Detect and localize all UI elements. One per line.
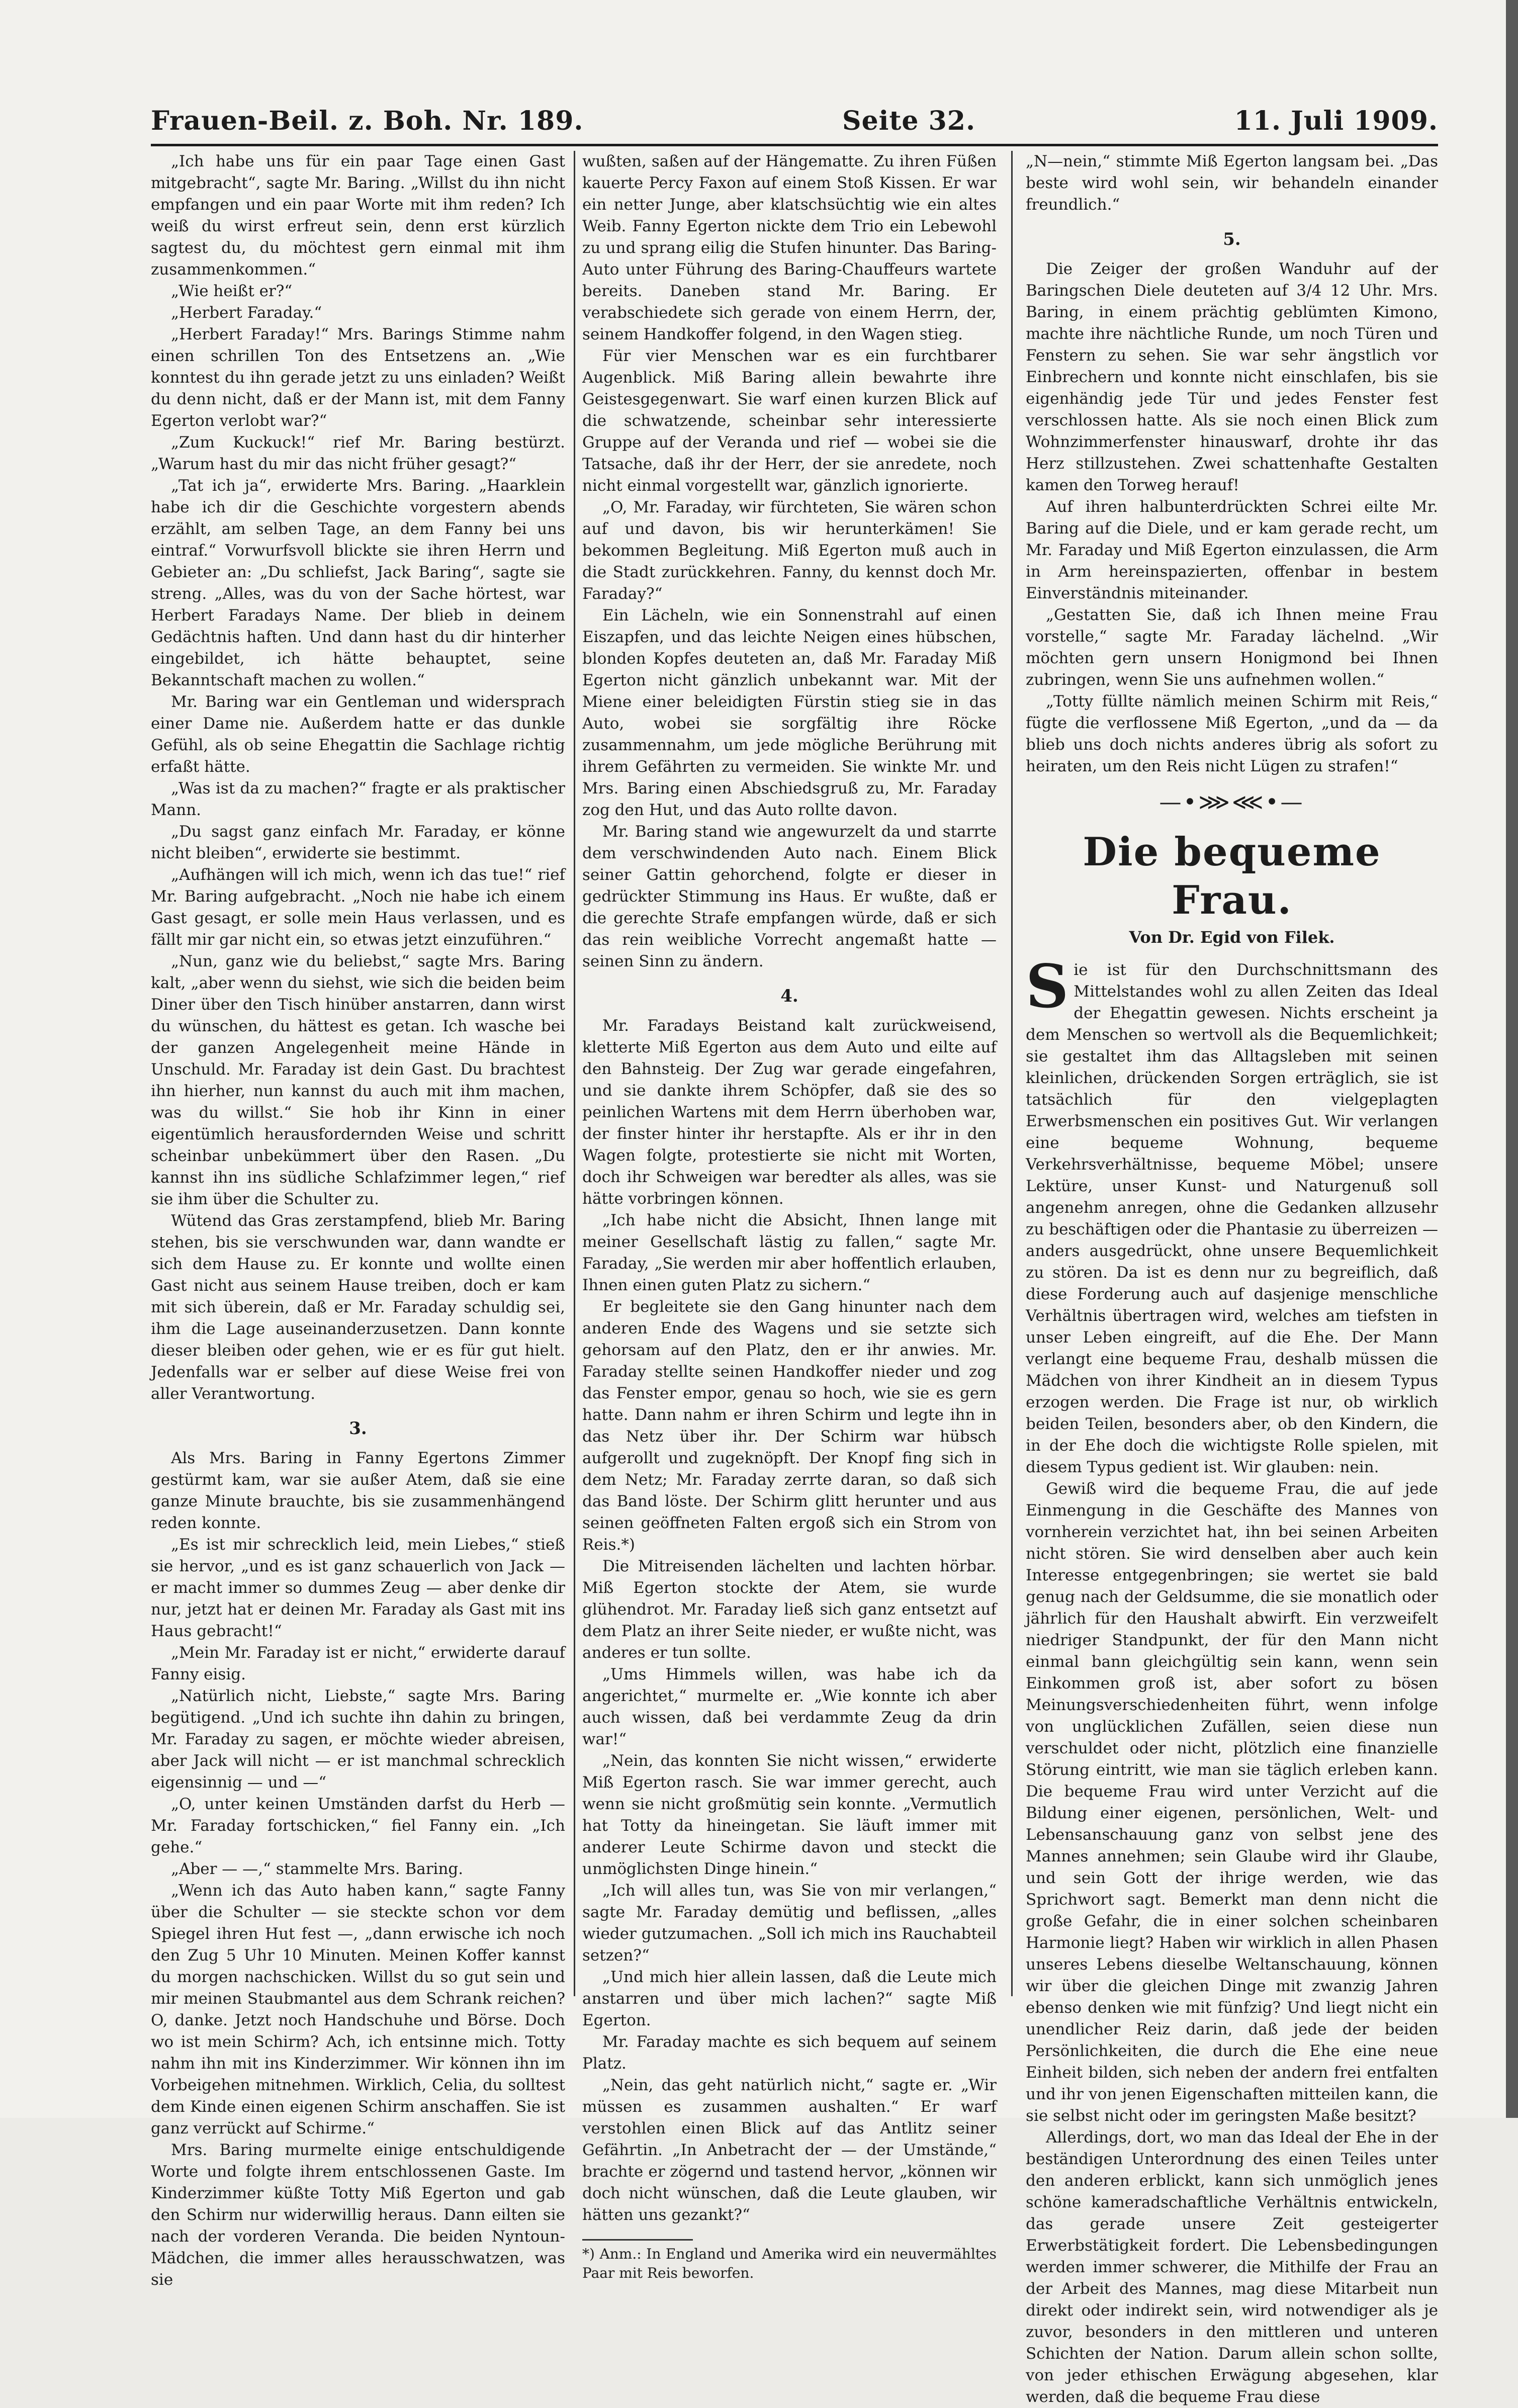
footnote-rule	[582, 2239, 693, 2241]
paragraph: „Aber — —,“ stammelte Mrs. Baring.	[171, 1860, 464, 1878]
ornament-divider: —•⋙⋘•—	[1159, 789, 1305, 815]
paragraph: „Totty füllte nämlich meinen Schirm mit Reis,“ fügte die verflossene Miß Egerton, „und da — da blieb uns doch nichts anderes übrig als sofort zu heiraten, um den Reis nicht Lügen zu strafen!“	[1026, 692, 1438, 775]
paragraph: „Herbert Faraday.“	[171, 304, 322, 322]
paragraph: „Es ist mir schrecklich leid, mein Liebes,“ stieß sie hervor, „und es ist ganz schauerlich von Jack — er macht immer so dummes Zeug — aber denke dir nur, jetzt hat er deinen Mr. Faraday als Gast mit ins Haus gebracht!“	[151, 1536, 565, 1640]
paragraph: Wütend das Gras zerstampfend, blieb Mr. Baring stehen, bis sie verschwunden war, dann wandte er sich dem Hause zu. Er konnte und wollte einen Gast nicht aus seinem Hause treiben, doch er kam mit sich überein, daß er Mr. Faraday schuldig sei, ihm die Lage auseinanderzusetzen. Dann konnte dieser bleiben oder gehen, wie er es für gut hielt. Jedenfalls war er selber auf diese Weise frei von aller Verantwortung.	[151, 1212, 565, 1403]
article-text: ie ist für den Durchschnittsmann des Mittelstandes wohl zu allen Zeiten das Ideal der Ehegattin gewesen. Nichts erscheint ja dem Menschen so wertvoll als die Bequemlichkeit; sie gestaltet ihm das Alltagsleben mit seinen kleinlichen, drückenden Sorgen erträglich, sie ist tatsächlich für den vielgeplagten Erwerbsmenschen ein positives Gut. Wir verlangen eine bequeme Wohnung, bequeme Verkehrsverhältnisse, bequeme Möbel; unsere Lektüre, unser Kunst- und Naturgenuß soll angenehm anregen, ohne die Gedanken allzusehr zu beschäftigen oder die Phantasie zu überreizen — anders ausgedrückt, ohne unsere Bequemlichkeit zu stören. Da ist es denn nur zu begreiflich, daß diese Forderung auch auf dasjenige menschliche Verhältnis übertragen wird, welches am tiefsten in unser Leben eingreift, auf die Ehe. Der Mann verlangt eine bequeme Frau, deshalb müssen die Mädchen von ihrer Kindheit an in diesem Typus erzogen werden. Die Frage ist nur, ob wirklich beiden Teilen, besonders aber, ob den Kindern, die in der Ehe doch die wichtigste Rolle spielen, mit diesem Typus gedient ist. Wir glauben: nein.	[1026, 961, 1438, 1476]
paragraph: wußten, saßen auf der Hängematte. Zu ihren Füßen kauerte Percy Faxon auf einem Stoß Kissen. Er war ein netter Junge, aber klatschsüchtig wie ein altes Weib. Fanny Egerton nickte dem Trio ein Lebewohl zu und sprang eilig die Stufen hinunter. Das Baring-Auto unter Führung des Baring-Chauffeurs wartete bereits. Daneben stand Mr. Baring. Er verabschiedete sich gerade von einem Herrn, der, seinem Handkoffer folgend, in den Wagen stieg.	[582, 152, 997, 343]
paragraph: „Nun, ganz wie du beliebst,“ sagte Mrs. Baring kalt, „aber wenn du siehst, wie sich die beiden beim Diner über den Tisch hinüber anstarren, dann wirst du wünschen, du hättest es getan. Ich wasche bei der ganzen Angelegenheit meine Hände in Unschuld. Mr. Faraday ist dein Gast. Du brachtest ihn hierher, nun kannst du auch mit ihm machen, was du willst.“ Sie hob ihr Kinn in einer eigentümlich herausfordernden Weise und schritt scheinbar unbekümmert über den Rasen. „Du kannst ihn ins südliche Schlafzimmer legen,“ rief sie ihm über die Schulter zu.	[151, 952, 565, 1208]
footnote	[582, 2245, 997, 2283]
paragraph: Mr. Faraday machte es sich bequem auf seinem Platz.	[582, 2033, 997, 2073]
paragraph: „Was ist da zu machen?“ fragte er als praktischer Mann.	[151, 779, 565, 819]
scan-edge	[1506, 0, 1518, 2118]
paragraph: Ein Lächeln, wie ein Sonnenstrahl auf einen Eiszapfen, und das leichte Neigen eines hübschen, blonden Kopfes deuteten an, daß Mr. Faraday Miß Egerton nicht gänzlich unbekannt war. Mit der Miene einer beleidigten Fürstin stieg sie in das Auto, wobei sie sorgfältig ihre Röcke zusammennahm, um jede mögliche Berührung mit ihrem Gefährten zu vermeiden. Sie winkte Mr. und Mrs. Baring einen Abschiedsgruß zu, Mr. Faraday zog den Hut, und das Auto rollte davon.	[582, 606, 997, 819]
header-rule	[151, 144, 1438, 146]
paragraph: Mr. Faradays Beistand kalt zurückweisend, kletterte Miß Egerton aus dem Auto und eilte auf den Bahnsteig. Der Zug war gerade eingefahren, und sie dankte ihrem Schöpfer, daß sie des so peinlichen Wartens mit dem Herrn überhoben war, der finster hinter ihr herstapfte. Als er ihr in den Wagen folgte, protestierte sie nicht mit Worten, doch ihr Schweigen war beredter als alles, was sie hätte vorbringen können.	[582, 1017, 997, 1208]
header-page-number: Seite 32.	[842, 105, 976, 136]
paragraph: Für vier Menschen war es ein furchtbarer Augenblick. Miß Baring allein bewahrte ihre Geistesgegenwart. Sie warf einen kurzen Blick auf die schwatzende, scheinbar sehr interessierte Gruppe auf der Veranda und rief — wobei sie die Tatsache, daß ihr der Herr, der sie anredete, noch nicht einmal vorgestellt war, gänzlich ignorierte.	[582, 347, 997, 495]
article-paragraph: Allerdings, dort, wo man das Ideal der Ehe in der beständigen Unterordnung des einen Teiles unter den anderen erblickt, kann sich unmöglich jenes schöne kameradschaftliche Verhältnis entwickeln, das gerade unsere Zeit gesteigerter Erwerbstätigkeit fordert. Die Lebensbedingungen werden immer schwerer, die Mithilfe der Frau an der Arbeit des Mannes, mag diese Mitarbeit nun direkt oder indirekt sein, wird notwendiger als je zuvor, besonders in den mittleren und unteren Schichten der Nation. Darum allein schon sollte, von jeder ethischen Erwägung abgesehen, klar werden, daß die bequeme Frau diese	[1026, 2128, 1438, 2406]
paragraph: „O, Mr. Faraday, wir fürchteten, Sie wären schon auf und davon, bis wir herunterkämen! Sie bekommen Begleitung. Miß Egerton muß auch in die Stadt zurückkehren. Fanny, du kennst doch Mr. Faraday?“	[582, 498, 997, 603]
page-header	[151, 101, 1438, 141]
paragraph: „Nein, das geht natürlich nicht,“ sagte er. „Wir müssen es zusammen aushalten.“ Er warf verstohlen einen Blick auf das Antlitz seiner Gefährtin. „In Anbetracht der — der Umstände,“ brachte er zögernd und tastend hervor, „können wir doch nicht wünschen, daß die Leute glauben, wir hätten uns gezankt?“	[582, 2076, 997, 2224]
paragraph: Mr. Baring war ein Gentleman und widersprach einer Dame nie. Außerdem hatte er das dunkle Gefühl, als ob seine Ehegattin die Sachlage richtig erfaßt hätte.	[151, 693, 565, 776]
paragraph: „Und mich hier allein lassen, daß die Leute mich anstarren und über mich lachen?“ sagte Miß Egerton.	[582, 1968, 997, 2029]
column-2	[582, 151, 997, 2281]
column-3	[1026, 151, 1438, 2406]
paragraph: „Tat ich ja“, erwiderte Mrs. Baring. „Haarklein habe ich dir die Geschichte vorgestern abends erzählt, am selben Tage, an dem Fanny bei uns eintraf.“ Vorwurfsvoll blickte sie ihren Herrn und Gebieter an: „Du schliefst, Jack Baring“, sagte sie streng. „Alles, was du von der Sache hörtest, war Herbert Faradays Name. Der blieb in deinem Gedächtnis haften. Und dann hast du dir hinterher eingebildet, ich hätte behauptet, seine Bekanntschaft machen zu wollen.“	[151, 477, 565, 689]
paragraph: Er begleitete sie den Gang hinunter nach dem anderen Ende des Wagens und sie setzte sich gehorsam auf den Platz, den er ihr anwies. Mr. Faraday stellte seinen Handkoffer nieder und zog das Fenster empor, genau so hoch, wie sie es gern hatte. Dann nahm er ihren Schirm und legte ihn in das Netz über ihr. Der Schirm war hübsch aufgerollt und zugeknöpft. Der Knopf fing sich in dem Netz; Mr. Faraday zerrte daran, so daß sich das Band löste. Der Schirm glitt herunter und aus seinen geöffneten Falten ergoß sich ein Strom von Reis.*)	[582, 1298, 997, 1554]
paragraph: „Wie heißt er?“	[171, 282, 293, 300]
paragraph: „Ich will alles tun, was Sie von mir verlangen,“ sagte Mr. Faraday demütig und beflissen, „alles wieder gutzumachen. „Soll ich mich ins Rauchabteil setzen?“	[582, 1882, 997, 1965]
article-paragraph	[1026, 951, 1438, 1478]
column-divider	[574, 151, 575, 1996]
header-publication: Frauen-Beil. z. Boh. Nr. 189.	[151, 105, 584, 136]
footnote-text: *) Anm.: In England und Amerika wird ein neuvermähltes Paar mit Reis beworfen.	[582, 2246, 997, 2281]
paragraph: Die Mitreisenden lächelten und lachten hörbar. Miß Egerton stockte der Atem, sie wurde glühendrot. Mr. Faraday ließ sich ganz entsetzt auf dem Platz an ihrer Seite nieder, er wußte nicht, was anderes er tun sollte.	[582, 1557, 997, 1662]
paragraph: Auf ihren halbunterdrückten Schrei eilte Mr. Baring auf die Diele, und er kam gerade recht, um Mr. Faraday und Miß Egerton einzulassen, die Arm in Arm hereinspazierten, offenbar in bestem Einverständnis miteinander.	[1026, 498, 1438, 602]
paragraph: „Aufhängen will ich mich, wenn ich das tue!“ rief Mr. Baring aufgebracht. „Noch nie habe ich einem Gast gesagt, er solle mein Haus verlassen, und es fällt mir gar nicht ein, so etwas jetzt einzuführen.“	[151, 866, 565, 949]
paragraph: Als Mrs. Baring in Fanny Egertons Zimmer gestürmt kam, war sie außer Atem, daß sie eine ganze Minute brauchte, bis sie zusammenhängend reden konnte.	[151, 1449, 565, 1532]
paragraph: Mrs. Baring murmelte einige entschuldigende Worte und folgte ihrem entschlossenen Gaste. Im Kinderzimmer küßte Totty Miß Egerton und gab den Schirm nur widerwillig heraus. Dann eilten sie nach der vorderen Veranda. Die beiden Nyntoun-Mädchen, die immer alles herausschwatzen, was sie	[151, 2141, 565, 2289]
paragraph: „Du sagst ganz einfach Mr. Faraday, er könne nicht bleiben“, erwiderte sie bestimmt.	[151, 823, 565, 862]
paragraph: „Ums Himmels willen, was habe ich da angerichtet,“ murmelte er. „Wie konnte ich aber auch wissen, daß bei verdammte Zeug da drin war!“	[582, 1665, 997, 1748]
paragraph: „Ich habe uns für ein paar Tage einen Gast mitgebracht“, sagte Mr. Baring. „Willst du ihn nicht empfangen und ein paar Worte mit ihm reden? Ich weiß du wirst erfreut sein, denn erst kürzlich sagtest du, du möchtest gern einmal mit ihm zusammenkommen.“	[151, 152, 565, 279]
section-number: 3.	[349, 1418, 367, 1439]
column-divider	[1011, 151, 1013, 1996]
paragraph: „Gestatten Sie, daß ich Ihnen meine Frau vorstelle,“ sagte Mr. Faraday lächelnd. „Wir möchten gern unsern Honigmond bei Ihnen zubringen, wenn Sie uns aufnehmen wollen.“	[1026, 606, 1438, 689]
paragraph: „O, unter keinen Umständen darfst du Herb — Mr. Faraday fortschicken,“ fiel Fanny ein. „Ich gehe.“	[151, 1795, 565, 1856]
section-number: 4.	[780, 986, 798, 1006]
article-title: Die bequeme Frau.	[1083, 829, 1381, 923]
paragraph: „Ich habe nicht die Absicht, Ihnen lange mit meiner Gesellschaft lästig zu fallen,“ sagte Mr. Faraday, „Sie werden mir aber hoffentlich erlauben, Ihnen einen guten Platz zu sichern.“	[582, 1211, 997, 1294]
paragraph: „Mein Mr. Faraday ist er nicht,“ erwiderte darauf Fanny eisig.	[151, 1644, 565, 1683]
paragraph: „Natürlich nicht, Liebste,“ sagte Mrs. Baring begütigend. „Und ich suchte ihn dahin zu bringen, Mr. Faraday zu sagen, er möchte wieder abreisen, aber Jack will nicht — er ist manchmal schrecklich eigensinnig — und —“	[151, 1687, 565, 1792]
paragraph: Mr. Baring stand wie angewurzelt da und starrte dem verschwindenden Auto nach. Einem Blick seiner Gattin gehorchend, folgte er dieser in gedrückter Stimmung ins Haus. Er wußte, daß er die gerechte Strafe empfangen würde, daß er sich das rein weibliche Vorrecht angemaßt hatte — seinen Sinn zu ändern.	[582, 823, 997, 970]
paragraph: „Herbert Faraday!“ Mrs. Barings Stimme nahm einen schrillen Ton des Entsetzens an. „Wie konntest du ihn gerade jetzt zu uns einladen? Weißt du denn nicht, daß er der Mann ist, mit dem Fanny Egerton verlobt war?“	[151, 325, 565, 430]
article-byline: Von Dr. Egid von Filek.	[1129, 928, 1335, 947]
paragraph: „Zum Kuckuck!“ rief Mr. Baring bestürzt. „Warum hast du mir das nicht früher gesagt?“	[151, 433, 565, 473]
paragraph: „N—nein,“ stimmte Miß Egerton langsam bei. „Das beste wird wohl sein, wir behandeln einander freundlich.“	[1026, 152, 1438, 214]
paragraph: Die Zeiger der großen Wanduhr auf der Baringschen Diele deuteten auf 3/4 12 Uhr. Mrs. Baring, in einem prächtig geblümten Kimono, machte ihre nächtliche Runde, um noch Türen und Fenstern zu sehen. Sie war sehr ängstlich vor Einbrechern und konnte nicht einschlafen, bis sie eigenhändig jede Tür und jedes Fenster fest verschlossen hatte. Als sie noch einen Blick zum Wohnzimmerfenster hinauswarf, drohte ihr das Herz stillzustehen. Zwei schattenhafte Gestalten kamen den Torweg herauf!	[1026, 260, 1438, 494]
section-number: 5.	[1223, 229, 1241, 249]
header-date: 11. Juli 1909.	[1234, 105, 1438, 136]
paragraph: „Wenn ich das Auto haben kann,“ sagte Fanny über die Schulter — sie steckte schon vor dem Spiegel ihren Hut fest —, „dann erwische ich noch den Zug 5 Uhr 10 Minuten. Meinen Koffer kannst du morgen nachschicken. Willst du so gut sein und mir meinen Staubmantel aus dem Schrank reichen? O, danke. Jetzt noch Handschuhe und Börse. Doch wo ist mein Schirm? Ach, ich entsinne mich. Totty nahm ihn mit ins Kinderzimmer. Wir können ihn im Vorbeigehen mitnehmen. Wirklich, Celia, du solltest dem Kinde einen eigenen Schirm anschaffen. Sie ist ganz verrückt auf Schirme.“	[151, 1882, 565, 2137]
column-1	[151, 151, 565, 2289]
article-paragraph: Gewiß wird die bequeme Frau, die auf jede Einmengung in die Geschäfte des Mannes von vornherein verzichtet hat, ihn bei seinen Arbeiten nicht stören. Sie wird denselben aber auch kein Interesse entgegenbringen; sie wertet sie bald genug nach der Geldsumme, die sie monatlich oder jährlich für den Haushalt abwirft. Ein verzweifelt niedriger Standpunkt, der für den Mann nicht einmal bann gleichgültig sein kann, wenn sein Einkommen groß ist, aber sofort zu bösen Meinungsverschiedenheiten führt, wenn infolge von unglücklichen Zufällen, seien diese nun verschuldet oder nicht, plötzlich eine finanzielle Störung eintritt, wie man sie täglich erleben kann. Die bequeme Frau wird unter Verzicht auf die Bildung einer eigenen, persönlichen, Welt- und Lebensanschauung ganz von selbst jene des Mannes annehmen; sein Glaube wird ihr Glaube, und sein Gott der ihrige werden, wie das Sprichwort sagt. Bemerkt man denn nicht die große Gefahr, die in einer solchen scheinbaren Harmonie liegt? Haben wir wirklich in allen Phasen unseres Lebens dieselbe Weltanschauung, können wir über die gleichen Dinge mit zwanzig Jahren ebenso denken wie mit fünfzig? Und liegt nicht ein unendlicher Reiz darin, daß jede der beiden Persönlichkeiten, die durch die Ehe eine neue Einheit bilden, sich neben der andern frei entfalten und ihr von jenen Eigenschaften mitteilen kann, die sie selbst nicht oder im geringsten Maße besitzt?	[1026, 1480, 1438, 2125]
drop-cap: S	[1026, 951, 1069, 1021]
paragraph: „Nein, das konnten Sie nicht wissen,“ erwiderte Miß Egerton rasch. Sie war immer gerecht, auch wenn sie nicht großmütig sein konnte. „Vermutlich hat Totty da hineingetan. Sie läuft immer mit anderer Leute Schirme davon und steckt die unmöglichsten Dinge hinein.“	[582, 1752, 997, 1878]
